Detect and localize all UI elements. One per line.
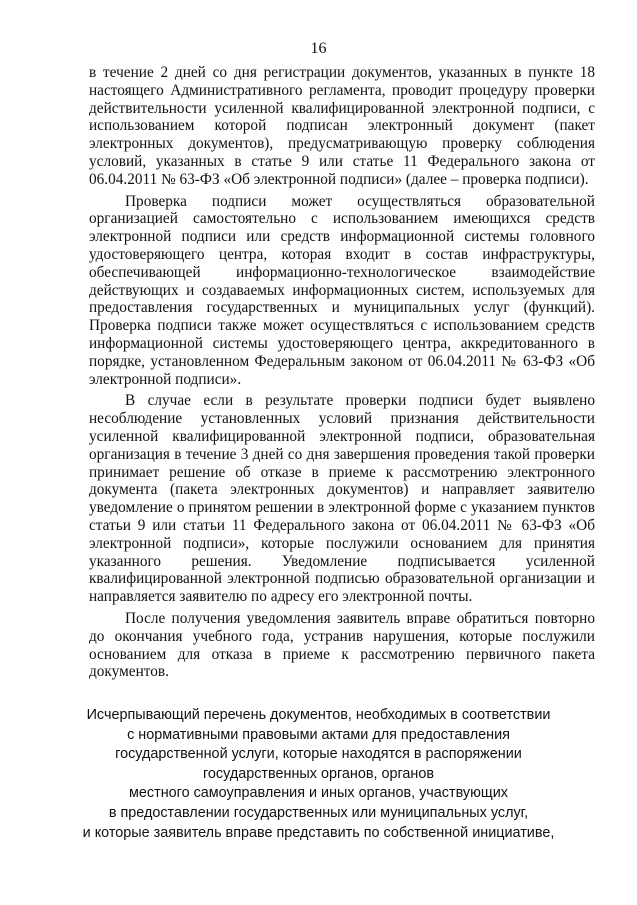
heading-line: государственной услуги, которые находятся в распоряжении (115, 746, 522, 763)
heading-line: местного самоуправления и иных органов, участвующих (129, 785, 508, 802)
paragraph-resubmission: После получения уведомления заявитель вправе обратиться повторно до окончания учебного года, устранив нарушения, которые послужили основанием для отказа в приеме к рассмотрению первичного пакета документов. (89, 609, 595, 681)
paragraph-signature-check-methods: Проверка подписи может осуществляться образовательной организацией самостоятельно с использованием имеющихся средств электронной подписи или средств информационной системы головного удостоверяющего центра, которая входит в состав инфраструктуры, обеспечивающей информационно-технологическое взаимодействие действующих и создаваемых информационных систем, используемых для предоставления государственных и муниципальных услуг (функций). Проверка подписи также может осуществляться с использованием средств информационной системы удостоверяющего центра, аккредитованного в порядке, установленном Федеральным законом от 06.04.2011 № 63-ФЗ «Об электронной подписи». (89, 192, 595, 388)
heading-line: в предоставлении государственных или муниципальных услуг, (108, 804, 529, 821)
paragraph-signature-violation: В случае если в результате проверки подписи будет выявлено несоблюдение установленных условий признания действительности усиленной квалифицированной электронной подписи, образовательная организация в течение 3 дней со дня завершения проведения такой проверки принимает решение об отказе в приеме к рассмотрению электронного документа (пакета электронных документов) и направляет заявителю уведомление о принятом решении в электронной форме с указанием пунктов статьи 9 или статьи 11 Федерального закона от 06.04.2011 № 63-ФЗ «Об электронной подписи», которые послужили основанием для принятия указанного решения. Уведомление подписывается усиленной квалифицированной электронной подписью образовательной организации и направляется заявителю по адресу его электронной почты. (89, 392, 595, 606)
paragraph-signature-check-procedure: в течение 2 дней со дня регистрации документов, указанных в пункте 18 настоящего Административного регламента, проводит процедуру проверки действительности усиленной квалифицированной электронной подписи, с использованием которой подписан электронный документ (пакет электронных документов), предусматривающую проверку соблюдения условий, указанных в статье 9 или статье 11 Федерального закона от 06.04.2011 № 63-ФЗ «Об электронной подписи» (далее – проверка подписи). (89, 64, 595, 188)
heading-line: Исчерпывающий перечень документов, необходимых в соответствии (86, 707, 551, 723)
heading-line: и которые заявитель вправе представить по собственной инициативе, (82, 824, 555, 841)
page-number: 16 (310, 40, 327, 57)
heading-line: с нормативными правовыми актами для предоставления (127, 726, 510, 743)
document-body (89, 64, 595, 685)
section-heading (0, 706, 637, 843)
heading-line: государственных органов, органов (202, 765, 435, 782)
